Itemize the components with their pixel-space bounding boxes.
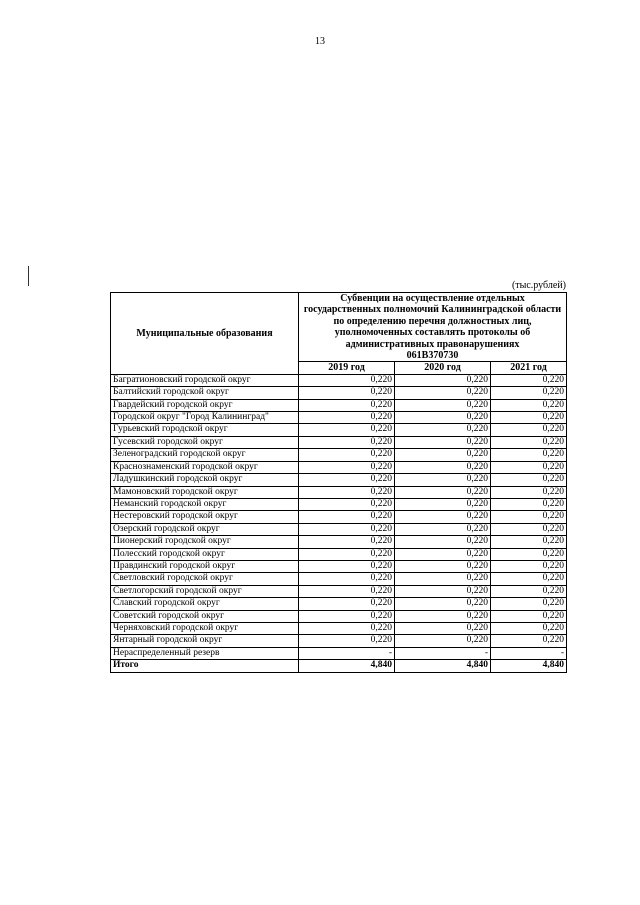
- table-row: [111, 412, 567, 424]
- value-2020: 0,220: [395, 635, 491, 647]
- value-2019: -: [299, 647, 395, 659]
- municipality-name: Городской округ "Город Калининград": [111, 412, 299, 424]
- value-2020: 0,220: [395, 498, 491, 510]
- value-2020: 0,220: [395, 610, 491, 622]
- municipality-name: Багратионовский городской округ: [111, 374, 299, 386]
- value-2019: 0,220: [299, 461, 395, 473]
- value-2021: 0,220: [491, 585, 567, 597]
- total-2021: 4,840: [491, 660, 567, 672]
- value-2019: 0,220: [299, 622, 395, 634]
- table-row: [111, 610, 567, 622]
- value-2019: 0,220: [299, 523, 395, 535]
- table-body: [111, 374, 567, 672]
- value-2019: 0,220: [299, 573, 395, 585]
- table-row: [111, 560, 567, 572]
- value-2021: 0,220: [491, 498, 567, 510]
- municipality-name: Янтарный городской округ: [111, 635, 299, 647]
- value-2019: 0,220: [299, 387, 395, 399]
- table-row: [111, 523, 567, 535]
- value-2019: 0,220: [299, 436, 395, 448]
- value-2019: 0,220: [299, 598, 395, 610]
- value-2020: 0,220: [395, 560, 491, 572]
- value-2020: 0,220: [395, 548, 491, 560]
- value-2020: 0,220: [395, 424, 491, 436]
- value-2020: 0,220: [395, 387, 491, 399]
- municipality-name: Мамоновский городской округ: [111, 486, 299, 498]
- table-row: [111, 436, 567, 448]
- value-2020: 0,220: [395, 536, 491, 548]
- value-2020: 0,220: [395, 449, 491, 461]
- value-2021: 0,220: [491, 436, 567, 448]
- value-2021: 0,220: [491, 523, 567, 535]
- table-row: [111, 548, 567, 560]
- municipality-name: Светловский городской округ: [111, 573, 299, 585]
- table-row: [111, 486, 567, 498]
- municipality-name: Светлогорский городской округ: [111, 585, 299, 597]
- page-number: 13: [315, 36, 325, 47]
- municipality-name: Гурьевский городской округ: [111, 424, 299, 436]
- municipality-name: Гусевский городской округ: [111, 436, 299, 448]
- table-row: [111, 622, 567, 634]
- value-2021: 0,220: [491, 424, 567, 436]
- value-2020: 0,220: [395, 474, 491, 486]
- value-2019: 0,220: [299, 449, 395, 461]
- municipality-column-header: Муниципальные образования: [111, 293, 299, 375]
- municipality-name: Краснознаменский городской округ: [111, 461, 299, 473]
- value-2020: 0,220: [395, 374, 491, 386]
- table-row: [111, 635, 567, 647]
- value-2021: 0,220: [491, 560, 567, 572]
- total-row: [111, 660, 567, 672]
- value-2021: 0,220: [491, 610, 567, 622]
- value-2020: 0,220: [395, 622, 491, 634]
- value-2020: 0,220: [395, 399, 491, 411]
- value-2021: 0,220: [491, 449, 567, 461]
- year-2021-header: 2021 год: [491, 362, 567, 374]
- value-2021: 0,220: [491, 486, 567, 498]
- value-2021: 0,220: [491, 374, 567, 386]
- municipality-name: Зеленоградский городской округ: [111, 449, 299, 461]
- value-2019: 0,220: [299, 610, 395, 622]
- municipality-name: Нераспределенный резерв: [111, 647, 299, 659]
- subvention-code: 061В370730: [406, 350, 459, 362]
- municipality-name: Ладушкинский городской округ: [111, 474, 299, 486]
- municipality-name: Озерский городской округ: [111, 523, 299, 535]
- value-2019: 0,220: [299, 399, 395, 411]
- value-2021: 0,220: [491, 598, 567, 610]
- table-row: [111, 598, 567, 610]
- value-2021: 0,220: [491, 461, 567, 473]
- value-2021: 0,220: [491, 412, 567, 424]
- table-row: [111, 647, 567, 659]
- total-2020: 4,840: [395, 660, 491, 672]
- municipality-name: Балтийский городской округ: [111, 387, 299, 399]
- value-2019: 0,220: [299, 424, 395, 436]
- municipality-name: Правдинский городской округ: [111, 560, 299, 572]
- value-2020: 0,220: [395, 585, 491, 597]
- value-2019: 0,220: [299, 635, 395, 647]
- municipality-name: Славский городской округ: [111, 598, 299, 610]
- value-2021: -: [491, 647, 567, 659]
- value-2021: 0,220: [491, 474, 567, 486]
- value-2019: 0,220: [299, 486, 395, 498]
- subvention-table: [110, 292, 567, 673]
- municipality-name: Полесский городской округ: [111, 548, 299, 560]
- value-2020: 0,220: [395, 486, 491, 498]
- margin-mark: [28, 266, 29, 286]
- year-2019-header: 2019 год: [299, 362, 395, 374]
- value-2021: 0,220: [491, 399, 567, 411]
- value-2021: 0,220: [491, 387, 567, 399]
- value-2019: 0,220: [299, 511, 395, 523]
- table-row: [111, 449, 567, 461]
- value-2020: 0,220: [395, 461, 491, 473]
- value-2019: 0,220: [299, 374, 395, 386]
- table-row: [111, 585, 567, 597]
- table-row: [111, 387, 567, 399]
- value-2020: 0,220: [395, 523, 491, 535]
- value-2019: 0,220: [299, 560, 395, 572]
- value-2020: 0,220: [395, 511, 491, 523]
- table-row: [111, 374, 567, 386]
- value-2020: 0,220: [395, 573, 491, 585]
- value-2019: 0,220: [299, 536, 395, 548]
- total-label: Итого: [111, 660, 299, 672]
- table-row: [111, 536, 567, 548]
- total-2019: 4,840: [299, 660, 395, 672]
- table-row: [111, 573, 567, 585]
- value-2019: 0,220: [299, 474, 395, 486]
- value-2020: 0,220: [395, 412, 491, 424]
- value-2021: 0,220: [491, 548, 567, 560]
- value-2019: 0,220: [299, 412, 395, 424]
- value-2021: 0,220: [491, 536, 567, 548]
- value-2021: 0,220: [491, 573, 567, 585]
- value-2020: 0,220: [395, 598, 491, 610]
- year-2020-header: 2020 год: [395, 362, 491, 374]
- value-2020: -: [395, 647, 491, 659]
- municipality-name: Нестеровский городской округ: [111, 511, 299, 523]
- municipality-name: Черняховский городской округ: [111, 622, 299, 634]
- subvention-title: Субвенции на осуществление отдельных государственных полномочий Калининградской области по определению перечня должностных лиц, уполномоченных составлять протоколы об административных правонарушениях: [303, 293, 562, 350]
- value-2020: 0,220: [395, 436, 491, 448]
- municipality-name: Пионерский городской округ: [111, 536, 299, 548]
- value-2019: 0,220: [299, 498, 395, 510]
- table-row: [111, 498, 567, 510]
- municipality-name: Советский городской округ: [111, 610, 299, 622]
- value-2021: 0,220: [491, 622, 567, 634]
- units-label: (тыс.рублей): [511, 280, 566, 291]
- value-2019: 0,220: [299, 548, 395, 560]
- municipality-name: Гвардейский городской округ: [111, 399, 299, 411]
- value-2021: 0,220: [491, 635, 567, 647]
- subvention-column-header: [299, 293, 567, 362]
- table-row: [111, 461, 567, 473]
- municipality-name: Неманский городской округ: [111, 498, 299, 510]
- table-header-row: [111, 293, 567, 362]
- value-2021: 0,220: [491, 511, 567, 523]
- value-2019: 0,220: [299, 585, 395, 597]
- table-row: [111, 399, 567, 411]
- table-row: [111, 511, 567, 523]
- table-row: [111, 474, 567, 486]
- table-row: [111, 424, 567, 436]
